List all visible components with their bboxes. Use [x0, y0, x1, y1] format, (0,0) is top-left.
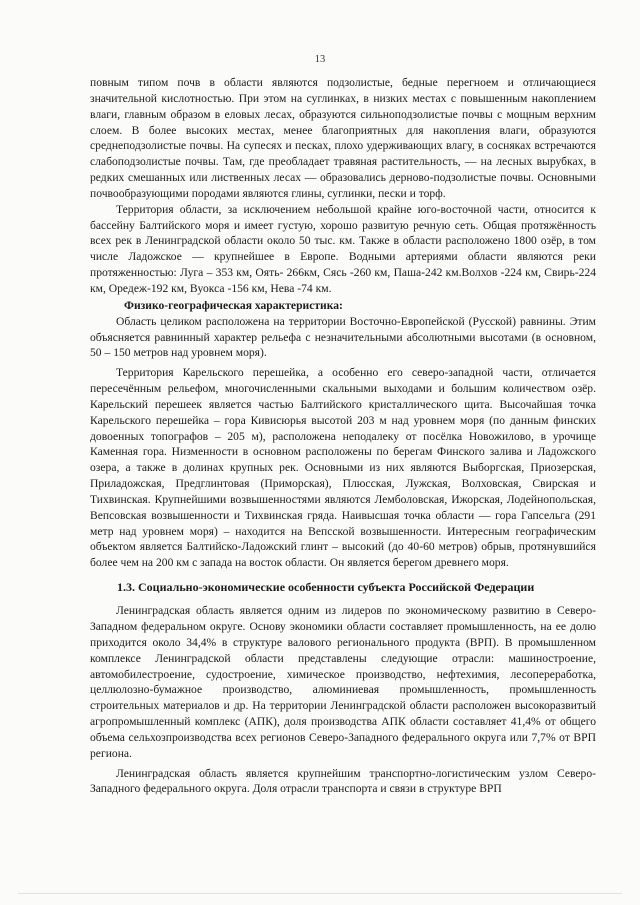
paragraph-rivers: Территория области, за исключением небольшой крайне юго-восточной части, относится к бассейну Балтийского моря и имеет густую, хорошо развитую речную сеть. Общая протяжённость всех рек в Ленинградской области около 50 тыс. км. Также в области расположено 1800 озёр, в том числе Ладожское — крупнейшее в Европе. Водными артериями области являются реки протяженностью: Луга – 353 км, Оять- 266км, Сясь -260 км, Паша-242 км.Волхов -224 км, Свирь-224 км, Оредеж-192 км, Вуокса -156 км, Нева -74 км. — [90, 202, 596, 295]
paragraph-economy: Ленинградская область является одним из лидеров по экономическому развитию в Северо-Западном федеральном округе. Основу экономики области составляет промышленность, на ее долю приходится около 34,4% в структуре валового регионального продукта (ВРП). В промышленном комплексе Ленинградской области представлены следующие отрасли: машиностроение, автомобилестроение, судостроение, химическое производство, нефтехимия, лесопереработка, целлюлозно-бумажное производство, алюминиевая промышленность, промышленность строительных материалов и др. На территории Ленинградской области расположен высокоразвитый агропромышленный комплекс (АПК), доля производства АПК области составляет 41,4% от общего объема сельхозпроизводства всех регионов Северо-Западного федерального округа или 7,7% от ВРП региона. — [90, 604, 596, 760]
section-heading-socio-economic: 1.3. Социально-экономические особенности субъекта Российской Федерации — [117, 580, 535, 595]
subheading-physical-geography: Физико-географическая характеристика: — [124, 298, 343, 312]
paragraph-soils: повным типом почв в области являются подзолистые, бедные перегноем и отличающиеся значительной кислотностью. При этом на суглинках, в низких местах с повышенным накоплением влаги, главным образом в еловых лесах, образуются сильноподзолистые почвы с мощным верхним слоем. В более высоких местах, менее благоприятных для накопления влаги, образуются среднеподзолистые почвы. На супесях и песках, плохо удерживающих влагу, в сосняках встречаются слабоподзолистые почвы. Там, где преобладает травяная растительность, — на лесных вырубках, в редких смешанных или лиственных лесах — образовались дерново-подзолистые почвы. Основными почвообразующими породами являются глины, суглинки, пески и торф. — [90, 76, 596, 200]
page-number: 13 — [314, 54, 326, 65]
page-body — [90, 75, 596, 797]
paragraph-transport: Ленинградская область является крупнейшим транспортно-логистическим узлом Северо-Западного федерального округа. Доля отрасли транспорта и связи в структуре ВРП — [90, 766, 596, 796]
paragraph-karelian-isthmus: Территория Карельского перешейка, а особенно его северо-западной части, отличается пересечённым рельефом, многочисленными скальными выходами и большим количеством озёр. Карельский перешеек является частью Балтийского кристаллического щита. Высочайшая точка Карельского перешейка – гора Кивисюрья высотой 203 м над уровнем моря (по данным финских довоенных топографов – 205 м), расположена неподалеку от посёлка Новожилово, в урочище Каменная гора. Низменности в основном расположены по берегам Финского залива и Ладожского озера, а также в долинах крупных рек. Основными из них являются Выборгская, Приозерская, Приладожская, Предглинтовая (Приморская), Плюсская, Лужская, Волховская, Свирская и Тихвинская. Крупнейшими возвышенностями являются Лемболовская, Ижорская, Лодейнопольская, Вепсовская возвышенности и Тихвинская гряда. Наивысшая точка области — гора Гапсельга (291 метр над уровнем моря) – находится на Вепсской возвышенности. Интересным географическим объектом является Балтийско-Ладожский глинт – высокий (до 40-60 метров) обрыв, протянувшийся более чем на 200 км с запада на восток области. Он является берегом древнего моря. — [90, 366, 596, 570]
bottom-edge-line — [18, 893, 622, 894]
paragraph-plain: Область целиком расположена на территории Восточно-Европейской (Русской) равнины. Этим объясняется равнинный характер рельефа с незначительными абсолютными высотами (в основном, 50 – 150 метров над уровнем моря). — [90, 314, 596, 360]
